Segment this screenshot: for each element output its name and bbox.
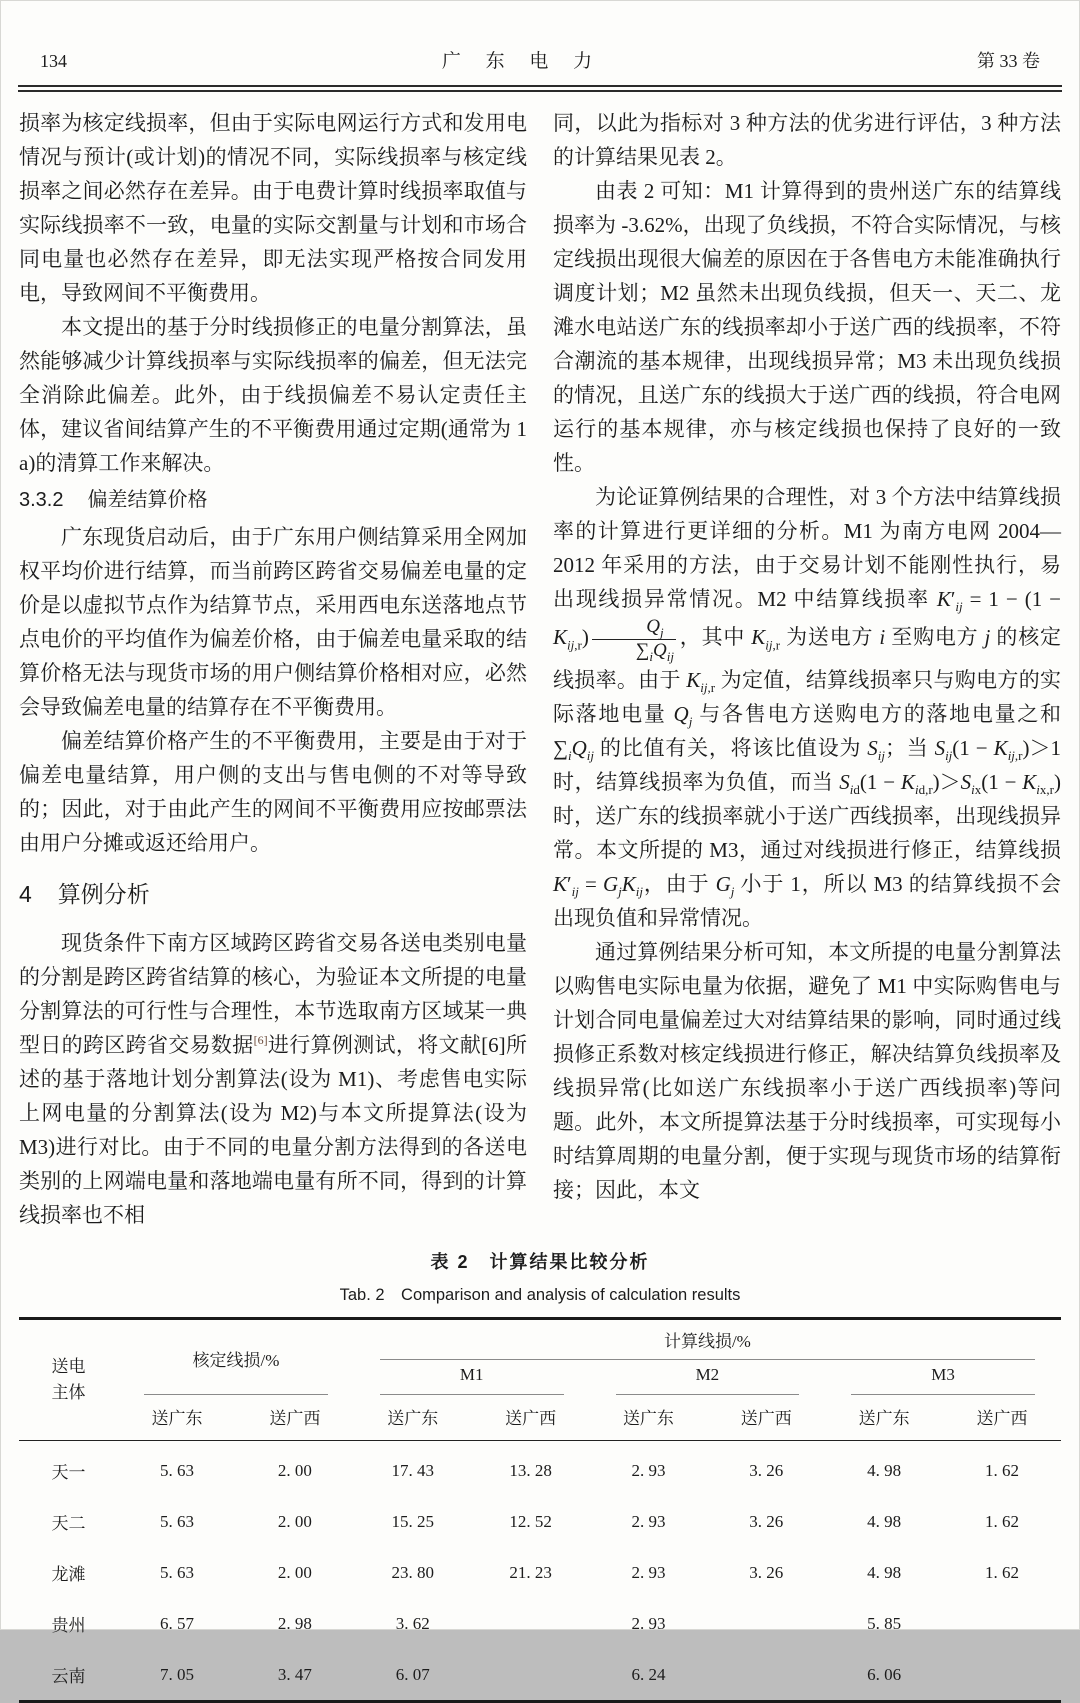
value-cell: 1. 62 [985,1562,1020,1582]
results-table [19,1317,1061,1703]
value-cell: 3. 26 [749,1460,784,1480]
paragraph: 通过算例结果分析可知，本文所提的电量分割算法以购售电实际电量为依据，避免了 M1 中实际购售电与计划合同电量偏差过大对结算结果的影响，同时通过线损修正系数对核定线损进行修正，解决结算负线损率及线损异常(比如送广东线损率小于送广西线损率)等问题。此外，本文所提算法基于分时线损率，可实现每小时结算周期的电量分割，便于实现与现货市场的结算衔接；因此，本文 [553,939,1061,1202]
value-cell: 2. 00 [277,1511,312,1531]
value-cell: 7. 05 [160,1664,194,1684]
section-heading-3-3-2 [19,483,527,517]
value-cell: 2. 00 [277,1460,312,1480]
paragraph-with-formula: 为论证算例结果的合理性，对 3 个方法中结算线损率的计算进行更详细的分析。M1 为南方电网 2004—2012 年采用的方法，由于交易计划不能刚性执行，易出现线损异常情况。M2 中结算线损率 $K'_{ij} = 1 - (1 - K_{ij,r})$ $\frac{Q_j}{\sum_iQ_{ij}}$ ，其中 $K_{ij,r}$ 为送电方 i 至购电方 j 的核定线损率。由于 $K_{ij,r}$ 为定值，结算线损率只与购电方的实际落地电量 $Q_j$ 与各售电方送购电方的落地电量之和 $\sum_iQ_{ij}$ 的比值有关，将该比值设为 $S_{ij}$；当 $S_{ij}(1 - K_{ij,r})>1$ 时，结算线损率为负值，而当 $S_{id}(1 - K_{id,r})>S_{ix}(1 - K_{ix,r})$时，送广东的线损率就小于送广西线损率，出现线损异常。本文所提的 M3，通过对线损进行修正，结算线损 $K'_{ij} = G_jK_{ij}$，由于 $G_j$ 小于 1，所以 M3 的结算线损不会出现负值和异常情况。 [553,485,1062,930]
value-cell: 12. 52 [509,1511,552,1531]
value-cell [943,1598,1061,1649]
header-rule [18,85,1062,92]
entity-cell: 贵州 [51,1616,86,1635]
article-body [0,106,1080,1232]
value-cell: 2. 93 [631,1613,666,1633]
entity-cell: 天一 [51,1463,86,1482]
table-2-section [0,1248,1080,1703]
col-group-calculated-loss: 计算线损/% [354,1319,1061,1361]
value-cell: 13. 28 [509,1460,552,1480]
subcol-to-guangxi: 送广西 [943,1395,1061,1441]
paragraph: 损率为核定线损率，但由于实际电网运行方式和发用电情况与预计(或计划)的情况不同，实际线损率与核定线损率之间必然存在差异。由于电费计算时线损率取值与实际线损率不一致，电量的实际交割量与计划和市场合同电量也必然存在差异，即无法实现严格按合同发用电，导致网间不平衡费用。 [19,111,527,305]
paragraph: 现货条件下南方区域跨区跨省交易各送电类别电量的分割是跨区跨省结算的核心，为验证本文所提的电量分割算法的可行性与合理性，本节选取南方区域某一典型日的跨区跨省交易数据[6]进行算例测试，将文献[6]所述的基于落地计划分割算法(设为 M1)、考虑售电实际上网电量的分割算法(设为 M2)与本文所提算法(设为 M3)进行对比。由于不同的电量分割方法得到的各送电类别的上网端电量和落地端电量有所不同，得到的计算线损率也不相 [19,931,527,1227]
subcol-to-guangdong: 送广东 [825,1395,943,1441]
value-cell: 2. 98 [277,1613,312,1633]
value-cell: 1. 62 [985,1460,1020,1480]
left-column [19,106,527,1232]
results-table-body [19,1441,1061,1702]
col-group-m2: M2 [590,1360,826,1395]
section-heading-4 [19,876,527,912]
value-cell [707,1598,825,1649]
subcol-to-guangdong: 送广东 [118,1395,236,1441]
table-row [19,1496,1061,1547]
section-title: 算例分析 [57,881,150,907]
paragraph: 由表 2 可知：M1 计算得到的贵州送广东的结算线损率为 -3.62%，出现了负线损，不符合实际情况，与核定线损出现很大偏差的原因在于各售电方未能准确执行调度计划；M2 虽然未出现负线损，但天一、天二、龙滩水电站送广东的线损率却小于送广西的线损率，不符合潮流的基本规律，出现线损异常；M3 未出现负线损的情况，且送广东的线损大于送广西的线损，符合电网运行的基本规律，亦与核定线损也保持了良好的一致性。 [553,179,1061,475]
subcol-to-guangxi: 送广西 [236,1395,354,1441]
value-cell: 3. 62 [395,1613,430,1633]
table-caption-zh: 表 2 计算结果比较分析 [430,1252,650,1272]
value-cell: 6. 06 [867,1664,902,1684]
value-cell [472,1598,590,1649]
value-cell: 17. 43 [391,1460,434,1480]
volume-label: 第 33 卷 [976,51,1040,71]
value-cell: 2. 93 [631,1562,666,1582]
value-cell: 2. 93 [631,1460,666,1480]
entity-header-line1: 送电 [51,1357,86,1376]
value-cell: 15. 25 [391,1511,434,1531]
table-caption-en: Tab. 2 Comparison and analysis of calculation results [339,1286,741,1304]
value-cell: 3. 26 [749,1562,784,1582]
value-cell: 3. 26 [749,1511,784,1531]
value-cell: 4. 98 [867,1460,902,1480]
col-group-m3: M3 [825,1360,1061,1395]
subcol-to-guangxi: 送广西 [472,1395,590,1441]
value-cell: 4. 98 [867,1562,902,1582]
col-group-m1: M1 [354,1360,590,1395]
table-row [19,1649,1061,1702]
value-cell [943,1649,1061,1702]
value-cell: 23. 80 [391,1562,434,1582]
value-cell: 1. 62 [985,1511,1020,1531]
value-cell: 2. 93 [631,1511,666,1531]
page-number: 134 [40,51,67,71]
section-number: 3.3.2 [19,489,64,511]
table-row [19,1441,1061,1497]
paragraph: 同，以此为指标对 3 种方法的优劣进行评估，3 种方法的计算结果见表 2。 [553,111,1061,169]
journal-title: 广 东 电 力 [441,51,603,72]
paragraph: 广东现货启动后，由于广东用户侧结算采用全网加权平均价进行结算，而当前跨区跨省交易偏差电量的定价是以虚拟节点作为结算节点，采用西电东送落地点节点电价的平均值作为偏差价格，由于偏差电量采取的结算价格无法与现货市场的用户侧结算价格相对应，必然会导致偏差电量的结算存在不平衡费用。 [19,525,527,719]
right-column [553,106,1061,1232]
value-cell: 6. 24 [631,1664,666,1684]
value-cell: 5. 63 [160,1562,194,1582]
subcol-to-guangdong: 送广东 [590,1395,708,1441]
section-title: 偏差结算价格 [87,489,208,511]
value-cell [472,1649,590,1702]
running-head [0,0,1080,73]
table-row [19,1547,1061,1598]
subcol-to-guangdong: 送广东 [354,1395,472,1441]
col-group-verified-loss: 核定线损/% [118,1319,354,1396]
value-cell: 5. 85 [867,1613,902,1633]
entity-cell: 龙滩 [51,1565,86,1584]
paragraph: 本文提出的基于分时线损修正的电量分割算法，虽然能够减少计算线损率与实际线损率的偏差，但无法完全消除此偏差。此外，由于线损偏差不易认定责任主体，建议省间结算产生的不平衡费用通过定期(通常为 1 a)的清算工作来解决。 [19,315,527,475]
value-cell: 3. 47 [277,1664,312,1684]
section-number: 4 [19,881,32,907]
col-header-entity [19,1319,118,1441]
entity-cell: 云南 [51,1667,86,1686]
results-table-head [19,1319,1061,1441]
value-cell: 5. 63 [160,1511,194,1531]
subcol-to-guangxi: 送广西 [707,1395,825,1441]
table-row [19,1598,1061,1649]
value-cell [707,1649,825,1702]
value-cell: 5. 63 [160,1460,194,1480]
entity-header-line2: 主体 [51,1383,86,1402]
value-cell: 2. 00 [277,1562,312,1582]
value-cell: 6. 57 [160,1613,194,1633]
value-cell: 21. 23 [509,1562,552,1582]
paragraph: 偏差结算价格产生的不平衡费用，主要是由于对于偏差电量结算，用户侧的支出与售电侧的不对等导致的；因此，对于由此产生的网间不平衡费用应按邮票法由用户分摊或返还给用户。 [19,729,527,855]
value-cell: 6. 07 [395,1664,430,1684]
entity-cell: 天二 [51,1514,86,1533]
value-cell: 4. 98 [867,1511,902,1531]
